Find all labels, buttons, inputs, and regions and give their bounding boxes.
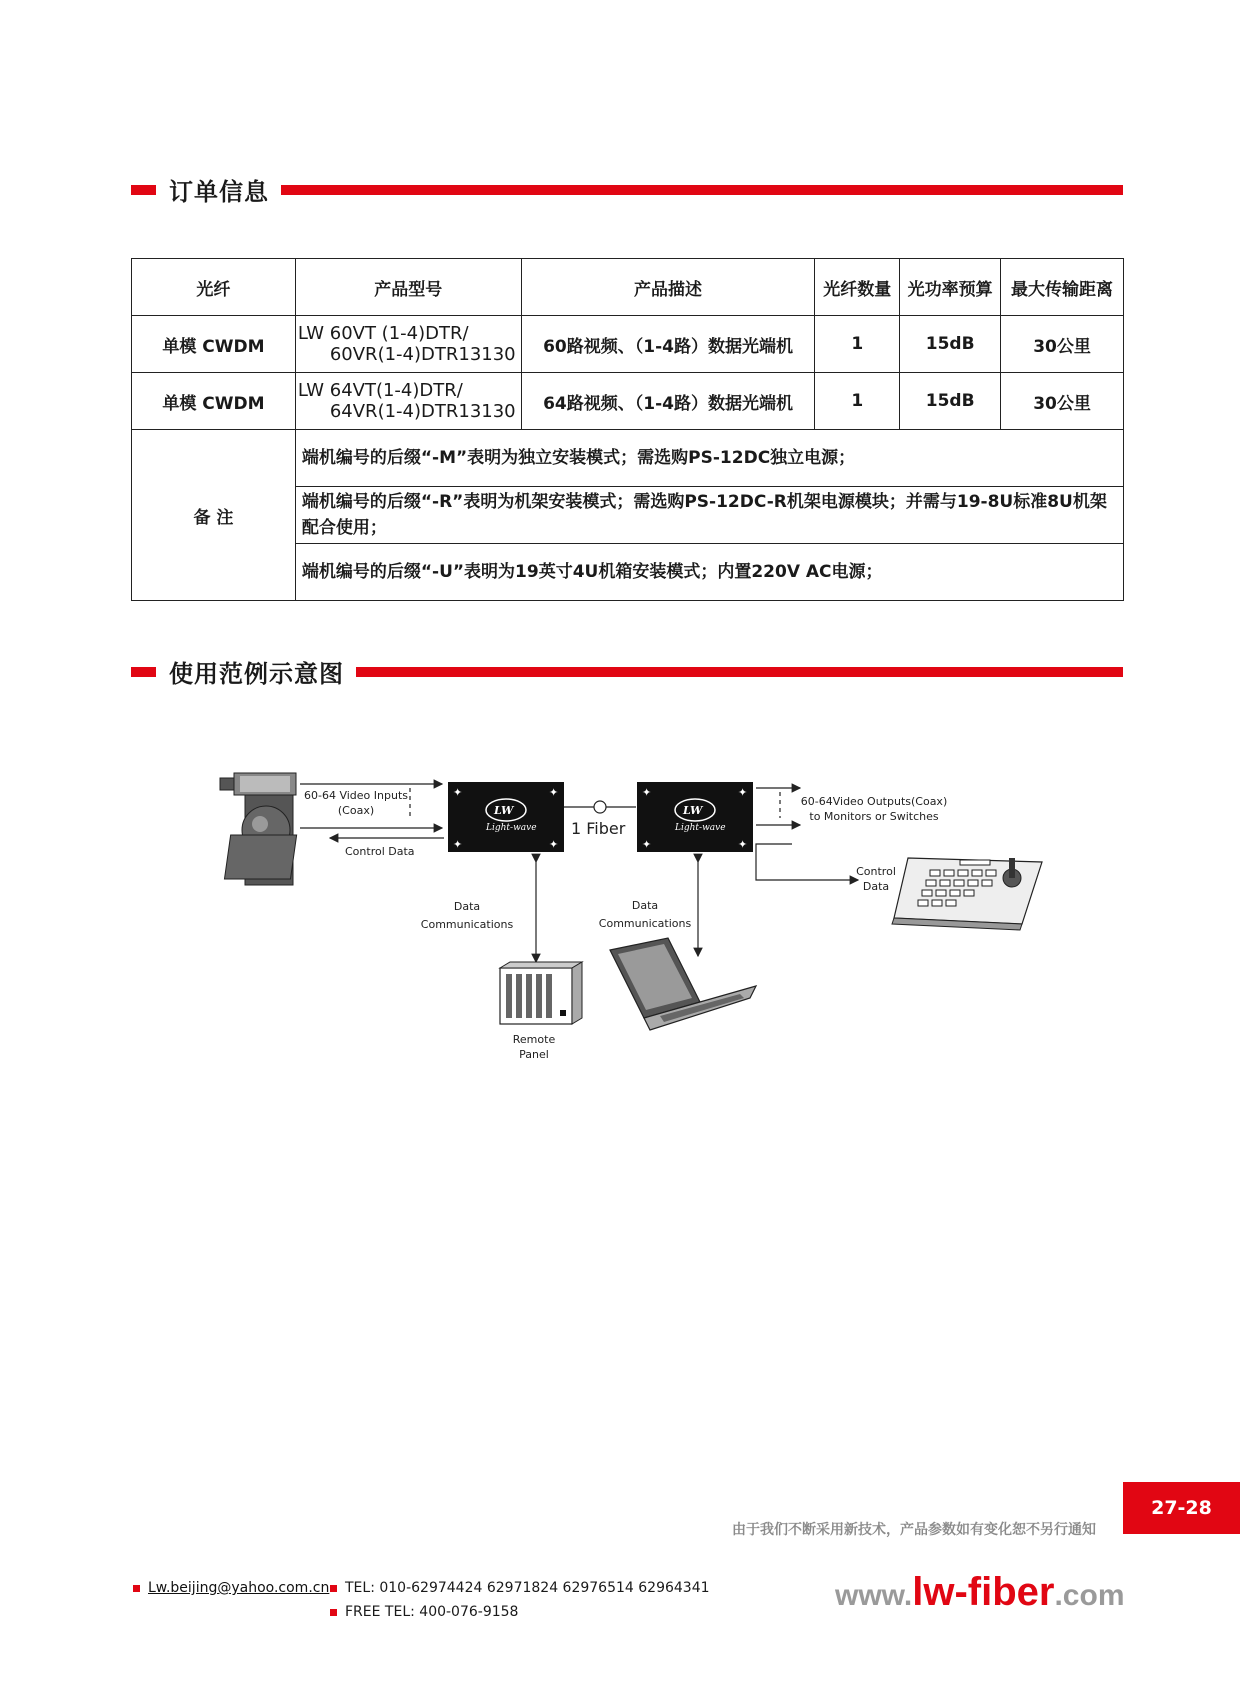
label-data-comm-left	[412, 898, 522, 934]
label-line: to Monitors or Switches	[809, 810, 939, 823]
section-rule	[281, 185, 1123, 195]
laptop-icon	[610, 938, 756, 1030]
svg-text:✦: ✦	[549, 838, 559, 851]
cell-model	[295, 373, 521, 430]
website-www: www.	[835, 1579, 913, 1612]
label-line: Remote	[512, 1033, 556, 1046]
section-title: 使用范例示意图	[169, 654, 356, 689]
header-distance: 最大传输距离	[1001, 259, 1124, 316]
logo-mark: LW	[683, 804, 703, 817]
remark-text: 端机编号的后缀“-M”表明为独立安装模式；需选购PS-12DC独立电源；	[295, 430, 1123, 487]
website-domain: lw-fiber	[912, 1570, 1055, 1614]
cell-budget: 15dB	[900, 316, 1001, 373]
footer-free-tel	[330, 1604, 518, 1620]
label-control-data-left: Control Data	[345, 845, 415, 858]
cell-distance: 30公里	[1001, 373, 1124, 430]
cell-desc: 60路视频、（1-4路）数据光端机	[521, 316, 815, 373]
header-qty: 光纤数量	[815, 259, 900, 316]
cell-budget: 15dB	[900, 373, 1001, 430]
email-link[interactable]: Lw.beijing@yahoo.com.cn	[148, 1580, 330, 1596]
svg-text:✦: ✦	[453, 786, 463, 799]
cell-fiber: 单模 CWDM	[132, 316, 296, 373]
header-desc: 产品描述	[521, 259, 815, 316]
bullet-icon	[133, 1585, 140, 1592]
footer-tel	[330, 1580, 710, 1596]
label-line: Data	[862, 880, 890, 893]
label-line: 60-64 Video Inputs	[304, 789, 408, 802]
label-video-outputs	[794, 794, 954, 824]
label-fiber: 1 Fiber	[571, 819, 626, 838]
application-diagram	[0, 740, 1240, 1080]
label-line: 60-64Video Outputs(Coax)	[800, 795, 948, 808]
label-data-comm-right	[590, 897, 700, 933]
svg-text:✦: ✦	[738, 786, 748, 799]
transmitter-unit	[448, 782, 564, 852]
free-tel-text: FREE TEL: 400-076-9158	[345, 1604, 519, 1620]
table-header-row	[132, 259, 1124, 316]
model-line-1: LW 60VT (1-4)DTR/	[297, 323, 469, 344]
footer-email	[133, 1580, 329, 1596]
control-data-right-arrow	[756, 844, 858, 880]
remark-text: 端机编号的后缀“-R”表明为机架安装模式；需选购PS-12DC-R机架电源模块；并需与19-8U标准8U机架配合使用；	[295, 487, 1123, 544]
remark-row	[132, 430, 1124, 487]
cell-fiber: 单模 CWDM	[132, 373, 296, 430]
svg-text:✦: ✦	[549, 786, 559, 799]
website-com: .com	[1054, 1579, 1125, 1612]
logo-text: Light-wave	[486, 823, 537, 833]
disclaimer-text: 由于我们不断采用新技术，产品参数如有变化恕不另行通知	[732, 1522, 1096, 1538]
logo-mark: LW	[494, 804, 514, 817]
section-header-order	[131, 170, 1123, 210]
keyboard-controller-icon	[892, 858, 1042, 930]
label-line: Communications	[420, 918, 514, 931]
svg-text:✦: ✦	[738, 838, 748, 851]
svg-text:✦: ✦	[642, 838, 652, 851]
cell-model	[295, 316, 521, 373]
cell-distance: 30公里	[1001, 316, 1124, 373]
svg-text:✦: ✦	[453, 838, 463, 851]
order-table	[131, 258, 1124, 601]
header-model: 产品型号	[295, 259, 521, 316]
logo-text: Light-wave	[675, 823, 726, 833]
section-marker	[131, 185, 156, 195]
section-header-diagram	[131, 652, 1123, 692]
label-remote-panel	[508, 1032, 560, 1062]
label-control-data-right	[850, 864, 902, 894]
fiber-connector	[594, 801, 606, 813]
remark-text: 端机编号的后缀“-U”表明为19英寸4U机箱安装模式；内置220V AC电源；	[295, 544, 1123, 601]
label-line: Data	[453, 900, 481, 913]
label-video-inputs	[300, 788, 412, 818]
website-url[interactable]	[835, 1570, 1125, 1615]
label-line: Panel	[519, 1048, 549, 1061]
bullet-icon	[330, 1609, 337, 1616]
tel-text: TEL: 010-62974424 62971824 62976514 62964341	[345, 1580, 710, 1596]
model-line-2: 64VR(1-4)DTR13130	[329, 401, 516, 422]
label-line: (Coax)	[337, 804, 375, 817]
page-number-badge: 27-28	[1123, 1482, 1240, 1534]
section-title: 订单信息	[169, 172, 281, 207]
section-rule	[351, 667, 1123, 677]
header-fiber: 光纤	[132, 259, 296, 316]
model-line-1: LW 64VT(1-4)DTR/	[297, 380, 463, 401]
header-budget: 光功率预算	[900, 259, 1001, 316]
remarks-label: 备 注	[132, 430, 296, 601]
table-row	[132, 316, 1124, 373]
section-marker	[131, 667, 156, 677]
camera-icon	[220, 773, 297, 885]
label-line: Communications	[598, 917, 692, 930]
cell-qty: 1	[815, 316, 900, 373]
label-line: Control	[856, 865, 896, 878]
table-row	[132, 373, 1124, 430]
bullet-icon	[330, 1585, 337, 1592]
remote-panel-icon	[500, 962, 582, 1024]
svg-text:✦: ✦	[642, 786, 652, 799]
model-line-2: 60VR(1-4)DTR13130	[329, 344, 516, 365]
label-line: Data	[631, 899, 659, 912]
cell-desc: 64路视频、（1-4路）数据光端机	[521, 373, 815, 430]
receiver-unit	[637, 782, 753, 852]
cell-qty: 1	[815, 373, 900, 430]
